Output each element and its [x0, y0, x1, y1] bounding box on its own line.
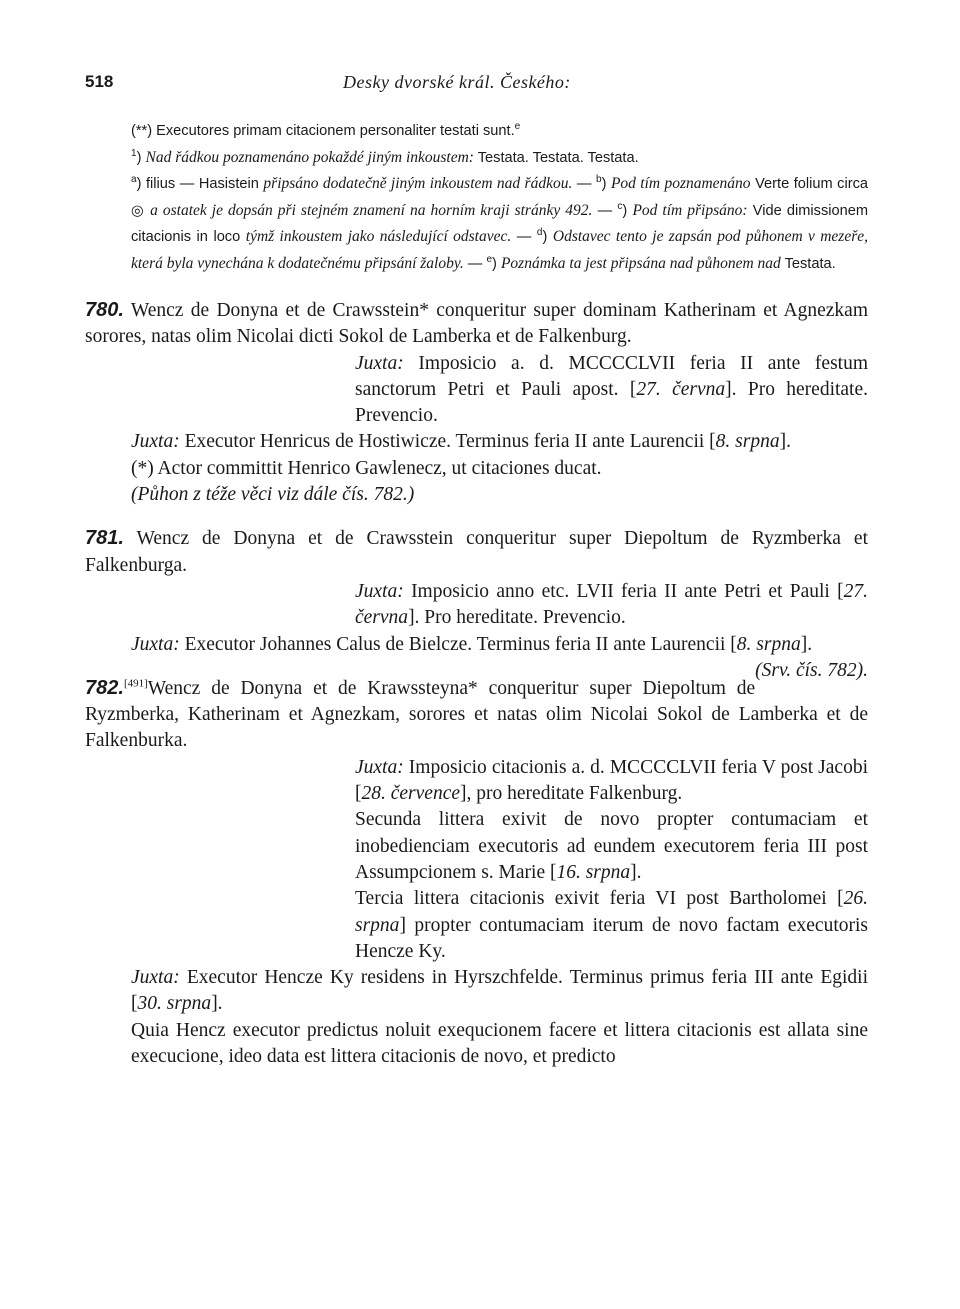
- entry-781-imposicio: Juxta: Imposicio anno etc. LVII feria II ante Petri et Pauli [27. června]. Pro hereditate. Prevencio.: [355, 580, 868, 629]
- entry-781: [85, 525, 868, 681]
- entry-782-heading: 782.[491]Wencz de Donyna et de Krawssteyna* conqueritur super Diepoltum de Ryzmberka, Katherinam et Agnezkam, sorores et natas olim Nicolai Sokol de Lamberka et de Falkenburka.: [85, 676, 868, 752]
- entry-780-imposicio: Juxta: Imposicio a. d. MCCCCLVII feria II ante festum sanctorum Petri et Pauli apost. [27. června]. Pro hereditate. Prevencio.: [355, 352, 869, 427]
- note-a-e: $^a$) filius — Hasistein připsáno dodatečně jiným inkoustem nad řádkou. — $^b$) Pod tím poznamenáno Verte folium circa ◎ a ostatek je dopsán při stejném znamení na horním kraji stránky 492. — $^c$) Pod tím připsáno: Vide dimissionem citacionis in loco týmž inkoustem jako následující odstavec. — $^d$) Odstavec tento je zapsán pod půhonem v mezeře, která byla vynechána k dodatečnému připsání žaloby. — $^e$) Poznámka ta jest připsána nad půhonem nad Testata.: [131, 174, 869, 272]
- entry-780-heading: 780. Wencz de Donyna et de Crawsstein* conqueritur super dominam Katherinam et Agnezkam sorores, natas olim Nicolai dicti Sokol de Lamberka et de Falkenburg.: [85, 299, 868, 348]
- entry-782-imposicio: Juxta: Imposicio citacionis a. d. MCCCCLVII feria V post Jacobi [28. července], pro hereditate Falkenburg.: [355, 756, 868, 805]
- entry-782: [85, 675, 868, 1070]
- entry-782-executor: Juxta: Executor Hencze Ky residens in Hyrszchfelde. Terminus primus feria III ante Egidii [30. srpna].: [131, 967, 868, 1015]
- entry-781-heading: 781. Wencz de Donyna et de Crawsstein conqueritur super Diepoltum de Ryzmberka et Falkenburga.: [85, 527, 868, 576]
- entry-781-crossref: (Srv. čís. 782).: [755, 659, 868, 681]
- note-executores: (**) Executores primam citacionem personaliter testati sunt.$^e$: [131, 121, 521, 139]
- page-number: 518: [85, 72, 114, 91]
- entry-780-crossref: (Půhon z téže věci viz dále čís. 782.): [131, 484, 415, 506]
- page-header: [85, 66, 868, 96]
- main-text: [85, 297, 868, 1070]
- document-page: [85, 66, 868, 1070]
- note-1: $^1$) Nad řádkou poznamenáno pokaždé jiným inkoustem: Testata. Testata. Testata.: [131, 147, 639, 166]
- entry-780-actor: (*) Actor committit Henrico Gawlenecz, ut citaciones ducat.: [131, 457, 602, 479]
- entry-782-secunda: Secunda littera exivit de novo propter contumaciam et inobedienciam executoris ad eundem executorem feria III post Assumpcionem s. Marie [16. srpna].: [355, 809, 868, 883]
- entry-782-quia: Quia Hencz executor predictus noluit exequcionem facere et littera citacionis est allata sine execucione, ideo data est littera citacionis de novo, et predicto: [131, 1019, 868, 1068]
- running-title: Desky dvorské král. Českého:: [343, 72, 571, 92]
- entry-780: [85, 297, 868, 508]
- entry-782-tercia: Tercia littera citacionis exivit feria VI post Bartholomei [26. srpna] propter contumaciam iterum de novo factam executoris Hencze Ky.: [355, 888, 868, 962]
- entry-781-executor: Juxta: Executor Johannes Calus de Bielcze. Terminus feria II ante Laurencii [8. srpna]. (Srv. čís. 782).: [85, 632, 868, 658]
- footnotes-block: [85, 118, 868, 277]
- entry-780-executor: Juxta: Executor Henricus de Hostiwicze. Terminus feria II ante Laurencii [8. srpna].: [131, 431, 791, 453]
